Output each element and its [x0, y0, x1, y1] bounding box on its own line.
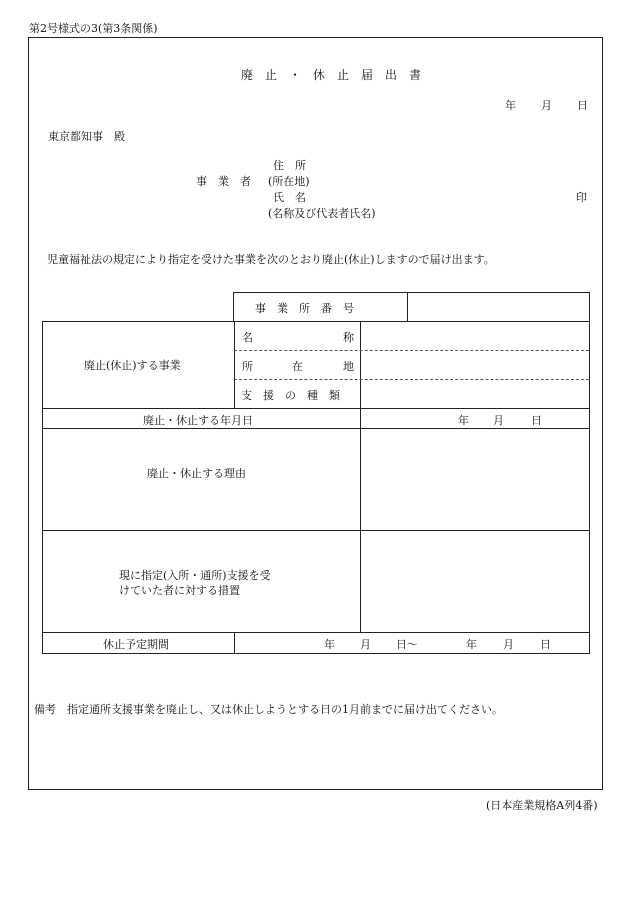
business-inner-vertical [234, 321, 235, 408]
table-right-border [589, 292, 590, 654]
seal-mark: 印 [576, 191, 587, 204]
date-row-year: 年 [458, 414, 469, 427]
support-type-label: 支 援 の 種 類 [241, 389, 340, 402]
office-number-divider [407, 292, 408, 321]
date-row-label: 廃止・休止する年月日 [143, 414, 253, 427]
business-label: 廃止(休止)する事業 [84, 359, 181, 372]
row-line-408 [42, 408, 590, 409]
office-number-label: 事 業 所 番 号 [255, 302, 354, 315]
location-row-label-c: 地 [343, 360, 354, 373]
measures-label-line1: 現に指定(入所・通所)支援を受 [119, 569, 271, 582]
row-line-632 [42, 632, 590, 633]
applicant-role: 事 業 者 [196, 175, 251, 188]
address-sub: (所在地) [268, 175, 310, 188]
period-end-year: 年 [466, 638, 477, 651]
table-left-border [42, 321, 43, 654]
date-row-day: 日 [531, 414, 542, 427]
note: 備考 指定通所支援事業を廃止し、又は休止しようとする日の1月前までに届け出てください。 [34, 703, 503, 716]
row-line-530 [42, 530, 590, 531]
name-sub: (名称及び代表者氏名) [268, 207, 376, 220]
period-end-day: 日 [540, 638, 551, 651]
location-row-label-a: 所 [242, 360, 253, 373]
office-number-top [233, 292, 590, 293]
office-number-left [233, 292, 234, 321]
period-start-year: 年 [324, 638, 335, 651]
table-bottom-border [42, 653, 590, 654]
addressee: 東京都知事 殿 [48, 130, 125, 143]
location-row-label-b: 在 [292, 360, 303, 373]
dashed-row-1 [234, 350, 589, 351]
date-row-month: 月 [493, 414, 504, 427]
name-row-label-b: 称 [343, 331, 354, 344]
date-year: 年 [505, 99, 516, 112]
table-top-border [42, 321, 590, 322]
name-row-label-a: 名 [242, 331, 253, 344]
name-label: 氏 名 [273, 191, 306, 204]
form-title: 廃 止 ・ 休 止 届 出 書 [241, 68, 422, 82]
form-id: 第2号様式の3(第3条関係) [29, 22, 158, 35]
row-line-428 [42, 428, 590, 429]
address-label: 住 所 [273, 159, 306, 172]
dashed-row-2 [234, 379, 589, 380]
period-start-month: 月 [360, 638, 371, 651]
form-frame [28, 37, 603, 790]
date-month: 月 [541, 99, 552, 112]
statement: 児童福祉法の規定により指定を受けた事業を次のとおり廃止(休止)しますので届け出ます。 [47, 253, 495, 266]
period-inner-vertical [234, 632, 235, 654]
measures-label-line2: けていた者に対する措置 [119, 584, 240, 597]
period-start-day: 日〜 [396, 638, 418, 651]
period-end-month: 月 [503, 638, 514, 651]
value-column-vertical [360, 321, 361, 633]
footer-standard: (日本産業規格A列4番) [486, 799, 598, 812]
reason-label: 廃止・休止する理由 [147, 467, 246, 480]
period-label: 休止予定期間 [103, 638, 169, 651]
date-day: 日 [577, 99, 588, 112]
